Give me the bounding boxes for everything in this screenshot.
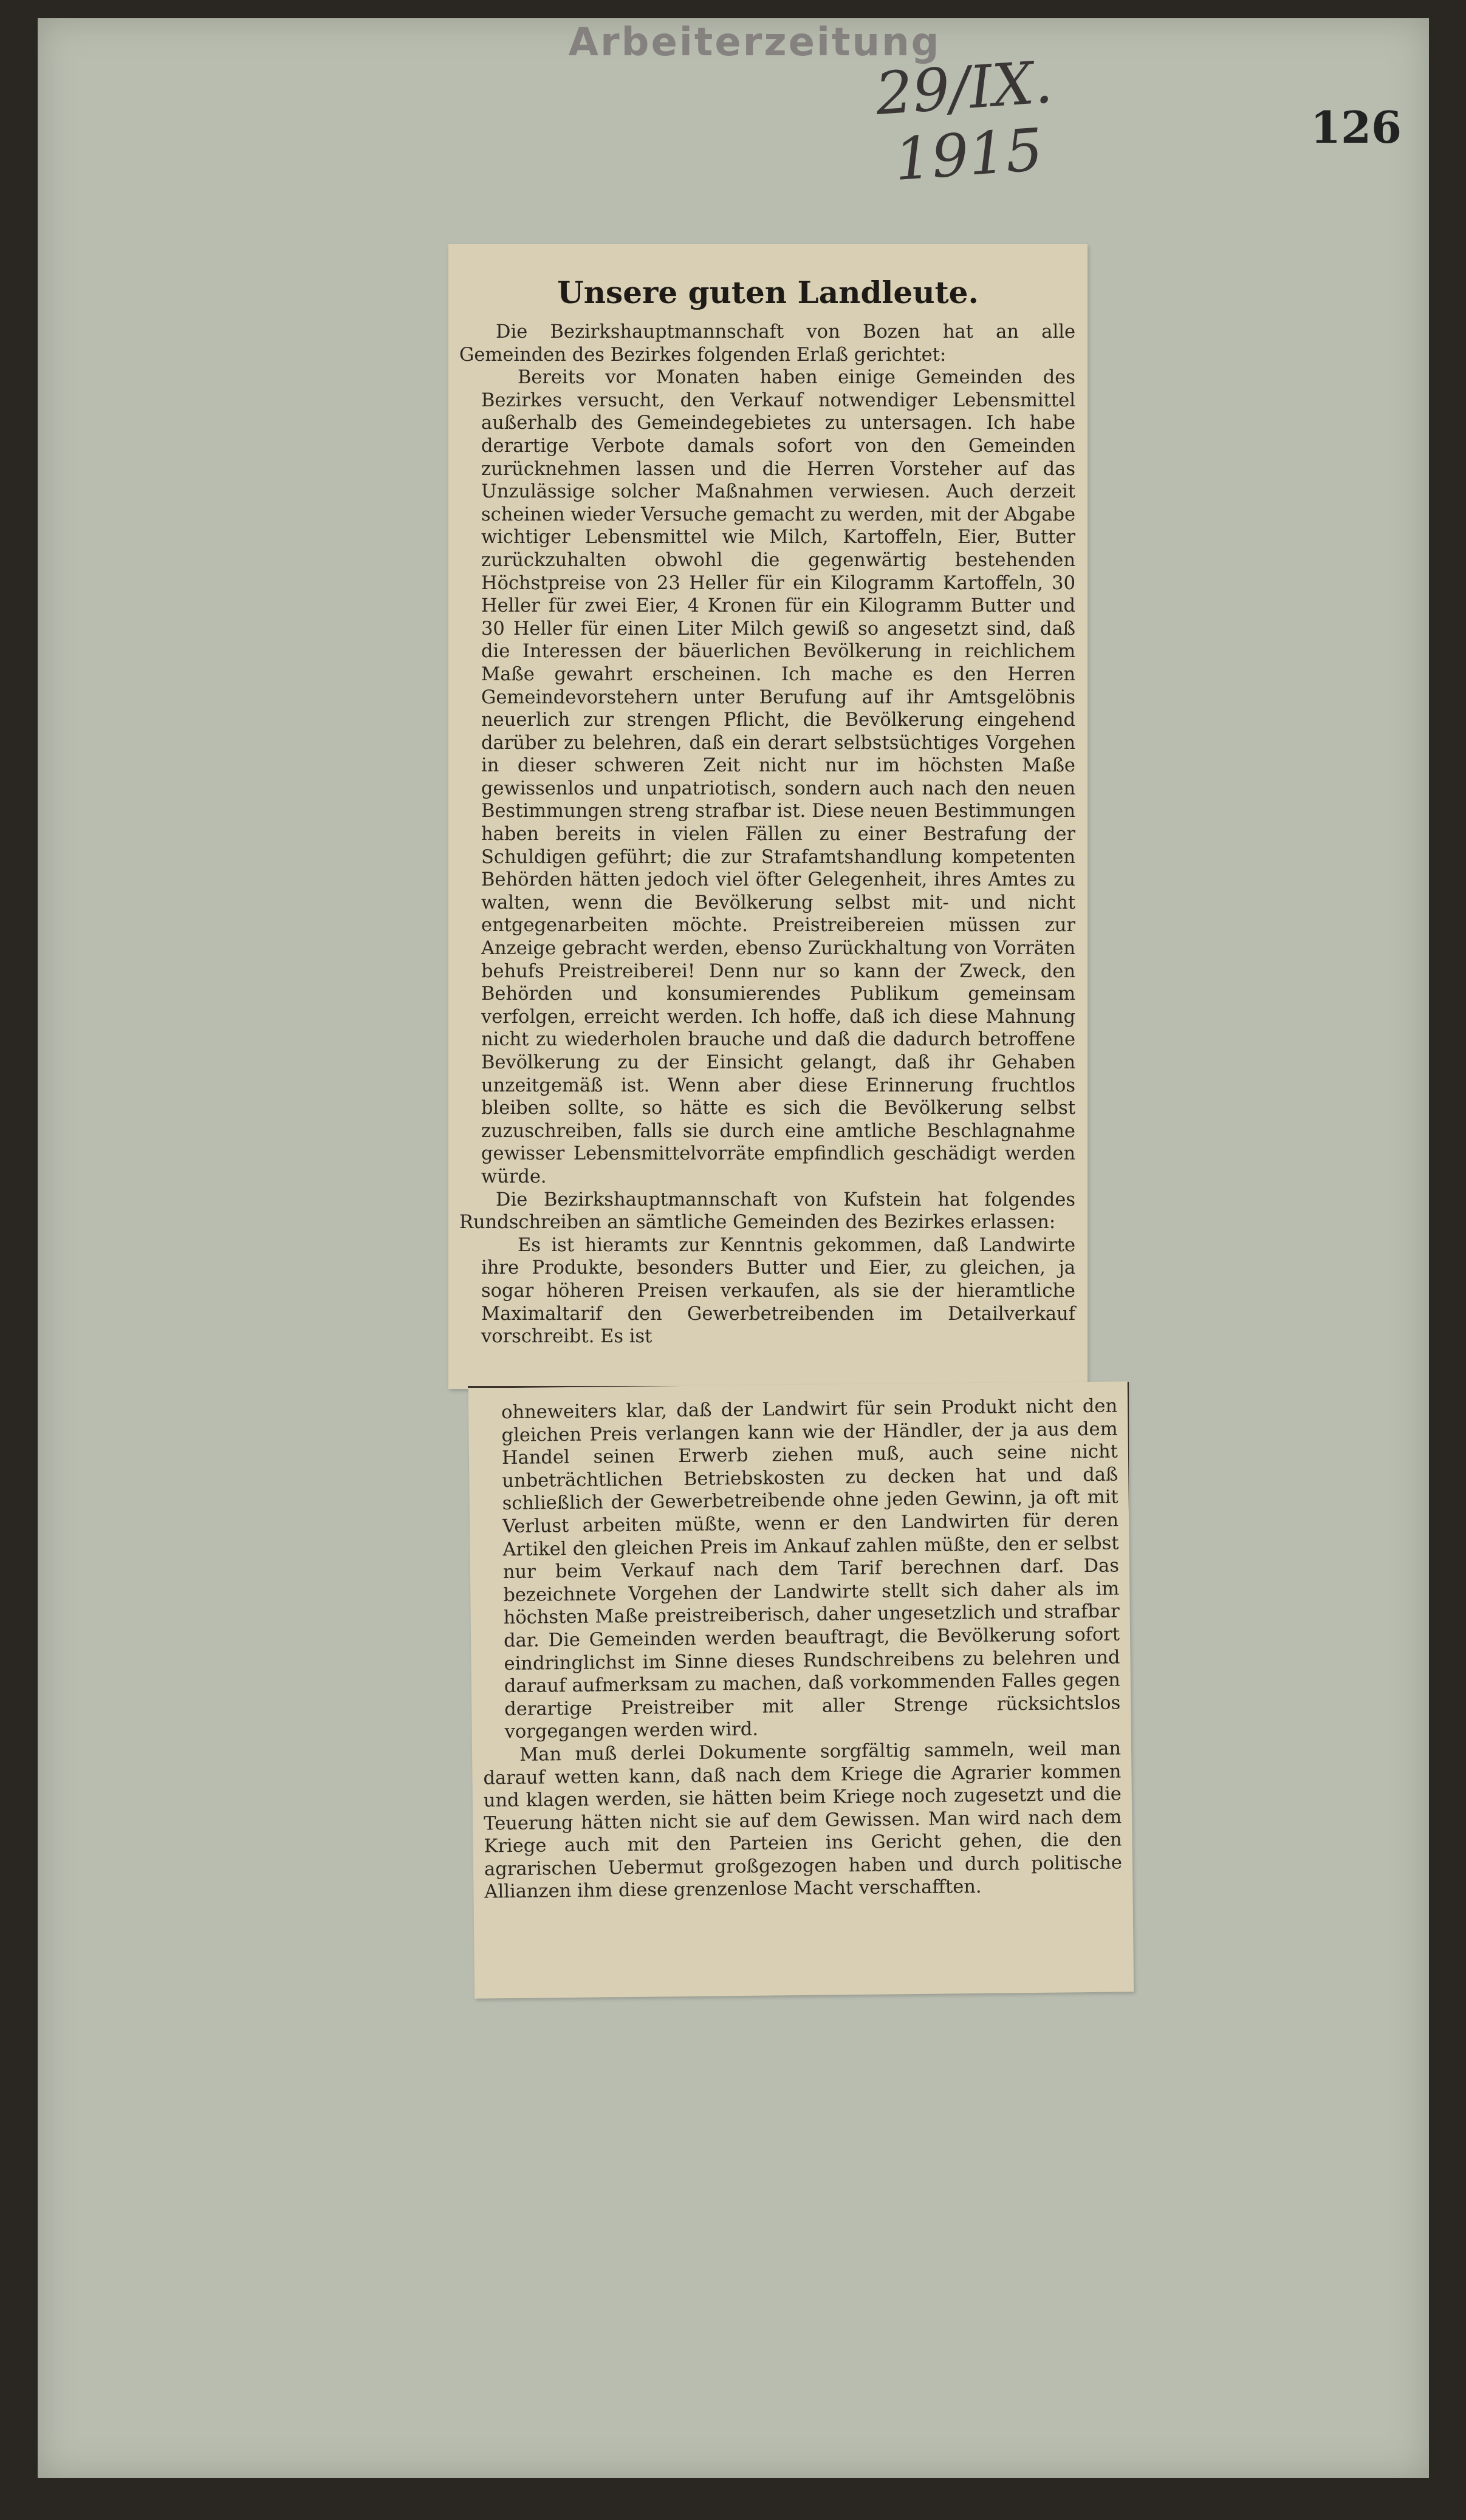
article-paragraph: Man muß derlei Dokumente sorgfältig sammeln, weil man darauf wetten kann, daß nach dem Kriege die Agrarier kommen und klagen werden, sie hätten beim Kriege noch zugesetzt und die Teuerung hätten nicht sie auf dem Gewissen. Man wird nach dem Kriege auch mit den Parteien ins Gericht gehen, die den agrarischen Uebermut großgezogen haben und durch politische Allianzen ihm diese grenzenlose Macht verschafften. <box>483 1738 1123 1903</box>
newspaper-clipping-top <box>448 244 1088 1389</box>
article-paragraph: Die Bezirkshauptmannschaft von Bozen hat an alle Gemeinden des Bezirkes folgenden Erlaß gerichtet: <box>459 321 1075 366</box>
article-paragraph: Die Bezirkshauptmannschaft von Kufstein hat folgendes Rundschreiben an sämtliche Gemeinden des Bezirkes erlassen: <box>459 1189 1075 1234</box>
handwritten-date: 29/IX. 1915 <box>873 47 1055 194</box>
article-column-top <box>459 321 1075 1378</box>
newspaper-stamp: Arbeiterzeitung <box>568 20 941 65</box>
article-headline: Unsere guten Landleute. <box>557 275 979 310</box>
article-paragraph: Bereits vor Monaten haben einige Gemeinden des Bezirkes versucht, den Verkauf notwendiger Lebensmittel außerhalb des Gemeindegebietes zu untersagen. Ich habe derartige Verbote damals sofort von den Gemeinden zurücknehmen lassen und die Herren Vorsteher auf das Unzulässige solcher Maßnahmen verwiesen. Auch derzeit scheinen wieder Versuche gemacht zu werden, mit der Abgabe wichtiger Lebensmittel wie Milch, Kartoffeln, Eier, Butter zurückzuhalten obwohl die gegenwärtig bestehenden Höchstpreise von 23 Heller für ein Kilogramm Kartoffeln, 30 Heller für zwei Eier, 4 Kronen für ein Kilogramm Butter und 30 Heller für einen Liter Milch gewiß so angesetzt sind, daß die Interessen der bäuerlichen Bevölkerung in reichlichem Maße gewahrt erscheinen. Ich mache es den Herren Gemeindevorstehern unter Berufung auf ihr Amtsgelöbnis neuerlich zur strengen Pflicht, die Bevölkerung eingehend darüber zu belehren, daß ein derart selbstsüchtiges Vorgehen in dieser schweren Zeit nicht nur im höchsten Maße gewissenlos und unpatriotisch, sondern auch nach den neuen Bestimmungen streng strafbar ist. Diese neuen Bestimmungen haben bereits in vielen Fällen zu einer Bestrafung der Schuldigen geführt; die zur Strafamtshandlung kompetenten Behörden hätten jedoch viel öfter Gelegenheit, ihres Amtes zu walten, wenn die Bevölkerung selbst mit- und nicht entgegenarbeiten möchte. Preistreibereien müssen zur Anzeige gebracht werden, ebenso Zurückhaltung von Vorräten behufs Preistreiberei! Denn nur so kann der Zweck, den Behörden und konsumierendes Publikum gemeinsam verfolgen, erreicht werden. Ich hoffe, daß ich diese Mahnung nicht zu wiederholen brauche und daß die dadurch betroffene Bevölkerung zu der Einsicht gelangt, daß ihr Gehaben unzeitgemäß ist. Wenn aber diese Erinnerung fruchtlos bleiben sollte, so hätte es sich die Bevölkerung selbst zuzuschreiben, falls sie durch eine amtliche Beschlagnahme gewisser Lebensmittelvorräte empfindlich geschädigt werden würde. <box>481 367 1076 1187</box>
newspaper-clipping-bottom <box>468 1381 1134 1998</box>
page-number: 126 <box>1310 101 1402 153</box>
article-column-bottom <box>479 1395 1123 1991</box>
article-paragraph: Es ist hieramts zur Kenntnis gekommen, daß Landwirte ihre Produkte, besonders Butter und Eier, zu gleichen, ja sogar höheren Preisen verkaufen, als sie der hieramtliche Maximaltarif den Gewerbetreibenden im Detailverkauf vorschreibt. Es ist <box>481 1234 1075 1348</box>
article-paragraph: ohneweiters klar, daß der Landwirt für sein Produkt nicht den gleichen Preis verlangen kann wie der Händler, der ja aus dem Handel seinen Erwerb ziehen muß, auch seine nicht unbeträchtlichen Betriebskosten zu decken hat und daß schließlich der Gewerbetreibende ohne jeden Gewinn, ja oft mit Verlust arbeiten müßte, wenn er den Landwirten für deren Artikel den gleichen Preis im Ankauf zahlen müßte, den er selbst nur beim Verkauf nach dem Tarif berechnen darf. Das bezeichnete Vorgehen der Landwirte stellt sich daher als im höchsten Maße preistreiberisch, daher ungesetzlich und strafbar dar. Die Gemeinden werden beauftragt, die Bevölkerung sofort eindringlichst im Sinne dieses Rundschreibens zu belehren und darauf aufmerksam zu machen, daß vorkommenden Falles gegen derartige Preistreiber mit aller Strenge rücksichtslos vorgegangen werden wird. <box>501 1395 1121 1743</box>
